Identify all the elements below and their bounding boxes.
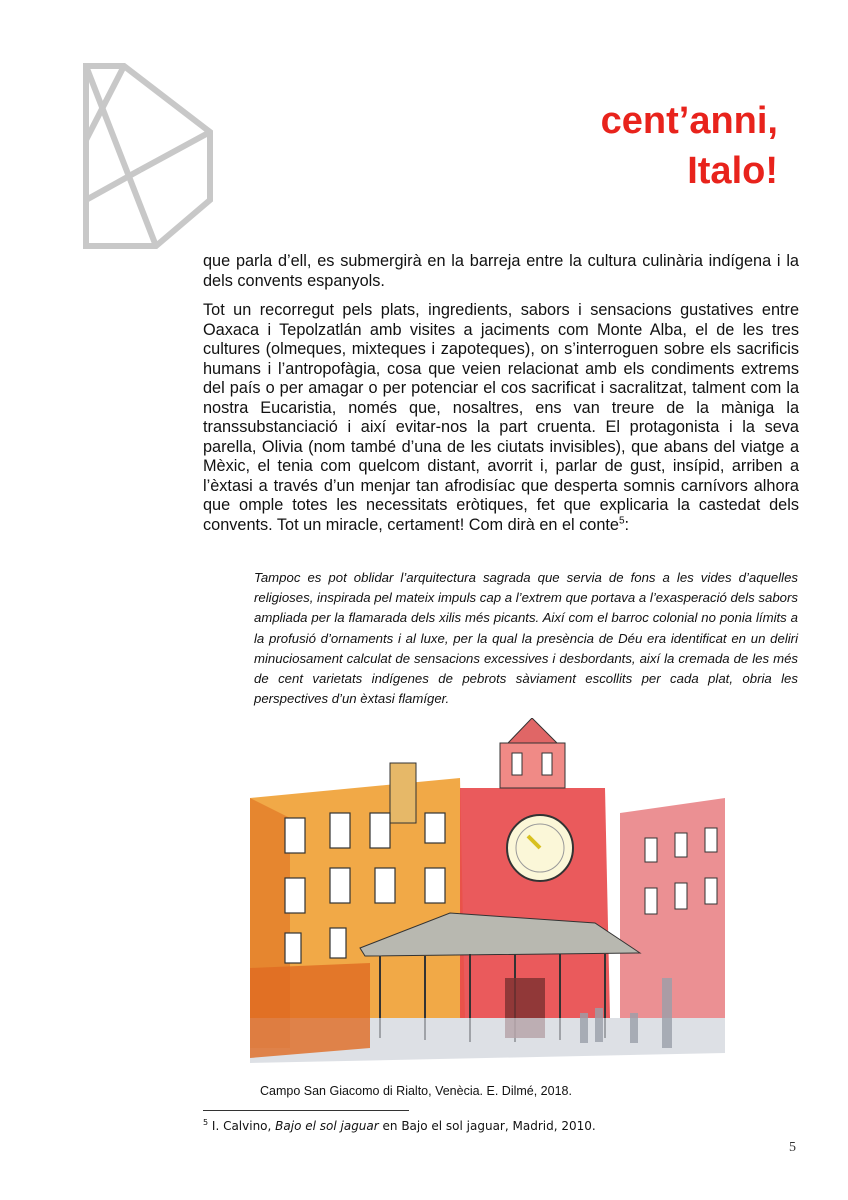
footnote-text-after: en Bajo el sol jaguar, Madrid, 2010. [378,1119,596,1133]
page-header-title [601,96,778,196]
paragraph-2 [203,301,799,535]
paragraph-2-end: : [624,515,630,534]
footnote-separator [203,1110,409,1111]
title-line-2: Italo! [687,150,778,192]
block-quote: Tampoc es pot oblidar l’arquitectura sagrada que servia de fons a les vides d’aquelles religioses, inspirada pel mateix impuls cap a l’extrem que portava a l’exasperació dels sabors ampliada per la flamarada dels xilis més picants. Així com el barroc colonial no ponia límits a la profusió d’ornaments i al luxe, per la qual la presència de Déu era identificat en un deliri minuciosament calculat de sensacions excessives i desbordants, així la cremada de les més de cent varietats indígenes de pebrots sàviament escollits per cada plat, obria les perspectives d’un èxtasi flamíger. [254,570,798,707]
footnote [203,1118,596,1133]
page-number: 5 [789,1140,796,1155]
body-text [203,252,799,545]
figure-caption: Campo San Giacomo di Rialto, Venècia. E. Dilmé, 2018. [260,1084,572,1098]
publisher-logo [80,60,215,250]
watercolor-illustration [250,718,725,1078]
paragraph-1: que parla d’ell, es submergirà en la barreja entre la cultura culinària indígena i la dels convents espanyols. [203,252,799,290]
footnote-reference[interactable]: 5 [618,515,625,527]
title-line-1: cent’anni, [600,100,778,142]
footnote-book-title: Bajo el sol jaguar [275,1119,379,1133]
footnote-number: 5 [203,1118,209,1127]
paragraph-2-text: Tot un recorregut pels plats, ingredients, sabors i sensacions gustatives entre Oaxaca i Tepolzatlán amb visites a jaciments com Monte Alba, el de les tres cultures (olmeques, mixteques i zapoteques), on s’interroguen sobre els sacrificis humans i l’antropofàgia, cosa que veien relacionat amb els condiments extrems del país o per amagar o per potenciar el cos sacrificat i sacralitzat, talment com la nostra Eucaristia, només que, nosaltres, ens van treure de la màniga la transsubstanciació i així evitar-nos la part cruenta. El protagonista i la seva parella, Olivia (nom també d’una de les ciutats invisibles), que abans del viatge a Mèxic, el tenia com quelcom distant, avorrit i, parlar de gust, insípid, arriben a l’èxtasi a través d’un menjar tan afrodisíac que desperta somnis carnívors alhora que omple totes les necessitats eròtiques, fet que explicaria la castedat dels convents. Tot un miracle, certament! Com dirà en el conte [203,301,799,534]
footnote-text-before: I. Calvino, [208,1119,276,1133]
